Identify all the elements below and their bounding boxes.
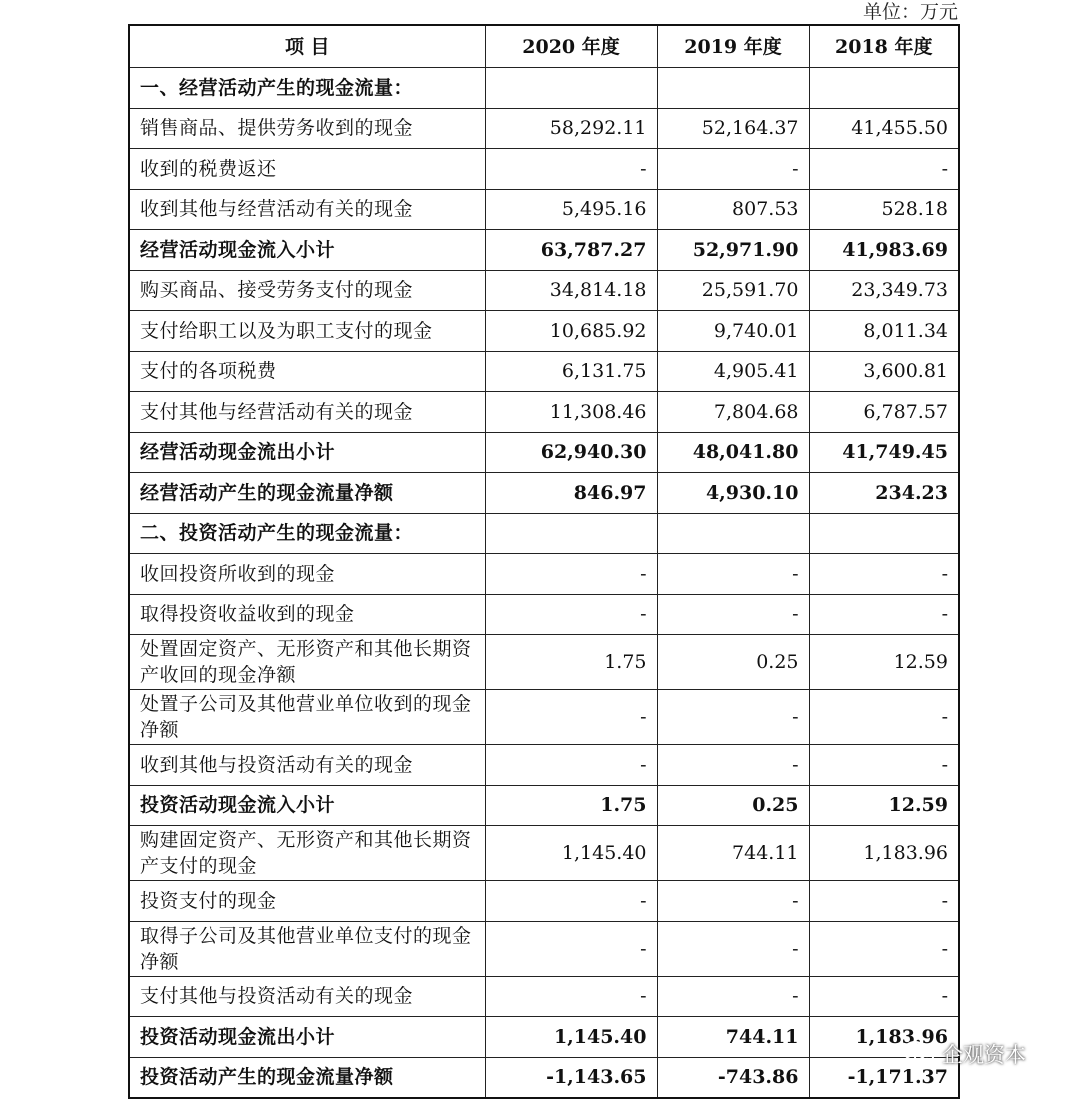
table-row [129, 1057, 959, 1098]
row-label: 经营活动产生的现金流量净额 [129, 473, 485, 514]
value-2020: - [485, 554, 657, 595]
value-2018: - [809, 881, 959, 922]
value-2019: 9,740.01 [657, 311, 809, 352]
table-row [129, 826, 959, 881]
table-row [129, 189, 959, 230]
value-2020: 58,292.11 [485, 108, 657, 149]
row-label: 处置子公司及其他营业单位收到的现金净额 [129, 690, 485, 745]
row-label: 收回投资所收到的现金 [129, 554, 485, 595]
table-body [129, 68, 959, 1099]
value-2019: 4,905.41 [657, 351, 809, 392]
table-row [129, 594, 959, 635]
section-row [129, 513, 959, 554]
row-label: 购建固定资产、无形资产和其他长期资产支付的现金 [129, 826, 485, 881]
value-2019: -743.86 [657, 1057, 809, 1098]
value-2020: 5,495.16 [485, 189, 657, 230]
value-2020 [485, 68, 657, 109]
cash-flow-table-container [128, 24, 960, 1099]
value-2019: - [657, 149, 809, 190]
value-2018: - [809, 690, 959, 745]
value-2020: 1,145.40 [485, 826, 657, 881]
table-row [129, 881, 959, 922]
value-2019: 4,930.10 [657, 473, 809, 514]
header-2019: 2019 年度 [657, 25, 809, 68]
value-2018: 1,183.96 [809, 826, 959, 881]
table-row [129, 785, 959, 826]
table-row [129, 554, 959, 595]
row-label: 支付其他与投资活动有关的现金 [129, 976, 485, 1017]
value-2018: 12.59 [809, 635, 959, 690]
row-label: 一、经营活动产生的现金流量： [129, 68, 485, 109]
value-2019: - [657, 976, 809, 1017]
row-label: 投资活动产生的现金流量净额 [129, 1057, 485, 1098]
table-row [129, 149, 959, 190]
row-label: 支付给职工以及为职工支付的现金 [129, 311, 485, 352]
row-label: 投资支付的现金 [129, 881, 485, 922]
table-row [129, 1017, 959, 1058]
value-2020: - [485, 690, 657, 745]
table-row [129, 392, 959, 433]
value-2019: 0.25 [657, 785, 809, 826]
value-2019: - [657, 745, 809, 786]
value-2020: 10,685.92 [485, 311, 657, 352]
value-2018: 528.18 [809, 189, 959, 230]
table-row [129, 311, 959, 352]
value-2018: 1,183.96 [809, 1017, 959, 1058]
value-2019: - [657, 690, 809, 745]
value-2020: 62,940.30 [485, 432, 657, 473]
row-label: 投资活动现金流入小计 [129, 785, 485, 826]
row-label: 支付其他与经营活动有关的现金 [129, 392, 485, 433]
wechat-icon [902, 1040, 936, 1068]
table-row [129, 270, 959, 311]
value-2018: - [809, 745, 959, 786]
value-2019: - [657, 594, 809, 635]
unit-label: 单位：万元 [862, 1, 958, 23]
value-2019: 52,164.37 [657, 108, 809, 149]
value-2020: - [485, 149, 657, 190]
value-2018 [809, 68, 959, 109]
value-2018: - [809, 554, 959, 595]
row-label: 经营活动现金流入小计 [129, 230, 485, 271]
value-2020: 63,787.27 [485, 230, 657, 271]
value-2020: - [485, 594, 657, 635]
value-2018: -1,171.37 [809, 1057, 959, 1098]
table-row [129, 230, 959, 271]
value-2018: 8,011.34 [809, 311, 959, 352]
table-row [129, 432, 959, 473]
value-2020: 6,131.75 [485, 351, 657, 392]
value-2020: 1.75 [485, 785, 657, 826]
row-label: 取得投资收益收到的现金 [129, 594, 485, 635]
value-2018: 234.23 [809, 473, 959, 514]
value-2020: - [485, 976, 657, 1017]
value-2020: 1,145.40 [485, 1017, 657, 1058]
value-2019: 744.11 [657, 826, 809, 881]
value-2020 [485, 513, 657, 554]
value-2020: - [485, 921, 657, 976]
value-2018: 41,455.50 [809, 108, 959, 149]
row-label: 二、投资活动产生的现金流量： [129, 513, 485, 554]
row-label: 购买商品、接受劳务支付的现金 [129, 270, 485, 311]
cash-flow-table [128, 24, 960, 1099]
value-2019: - [657, 881, 809, 922]
value-2018: - [809, 976, 959, 1017]
value-2020: 1.75 [485, 635, 657, 690]
value-2020: - [485, 881, 657, 922]
watermark [902, 1036, 1026, 1072]
value-2019 [657, 513, 809, 554]
value-2019: 0.25 [657, 635, 809, 690]
value-2020: 846.97 [485, 473, 657, 514]
value-2019: 7,804.68 [657, 392, 809, 433]
value-2018: 41,983.69 [809, 230, 959, 271]
header-2018: 2018 年度 [809, 25, 959, 68]
value-2018: 3,600.81 [809, 351, 959, 392]
value-2018: 12.59 [809, 785, 959, 826]
value-2020: - [485, 745, 657, 786]
value-2018: - [809, 594, 959, 635]
value-2019: - [657, 554, 809, 595]
value-2020: -1,143.65 [485, 1057, 657, 1098]
value-2020: 34,814.18 [485, 270, 657, 311]
table-row [129, 473, 959, 514]
value-2019: 807.53 [657, 189, 809, 230]
value-2018 [809, 513, 959, 554]
value-2020: 11,308.46 [485, 392, 657, 433]
value-2019: 48,041.80 [657, 432, 809, 473]
header-item: 项 目 [129, 25, 485, 68]
table-row [129, 921, 959, 976]
value-2019 [657, 68, 809, 109]
value-2018: - [809, 149, 959, 190]
value-2018: 6,787.57 [809, 392, 959, 433]
row-label: 收到的税费返还 [129, 149, 485, 190]
section-row [129, 68, 959, 109]
value-2018: - [809, 921, 959, 976]
header-2020: 2020 年度 [485, 25, 657, 68]
row-label: 销售商品、提供劳务收到的现金 [129, 108, 485, 149]
row-label: 收到其他与投资活动有关的现金 [129, 745, 485, 786]
row-label: 处置固定资产、无形资产和其他长期资产收回的现金净额 [129, 635, 485, 690]
row-label: 经营活动现金流出小计 [129, 432, 485, 473]
value-2018: 41,749.45 [809, 432, 959, 473]
table-row [129, 635, 959, 690]
row-label: 投资活动现金流出小计 [129, 1017, 485, 1058]
table-header-row [129, 25, 959, 68]
row-label: 取得子公司及其他营业单位支付的现金净额 [129, 921, 485, 976]
value-2018: 23,349.73 [809, 270, 959, 311]
table-row [129, 351, 959, 392]
table-row [129, 976, 959, 1017]
value-2019: - [657, 921, 809, 976]
value-2019: 744.11 [657, 1017, 809, 1058]
watermark-text: 企观资本 [942, 1043, 1026, 1067]
row-label: 支付的各项税费 [129, 351, 485, 392]
table-row [129, 690, 959, 745]
table-row [129, 108, 959, 149]
value-2019: 52,971.90 [657, 230, 809, 271]
row-label: 收到其他与经营活动有关的现金 [129, 189, 485, 230]
value-2019: 25,591.70 [657, 270, 809, 311]
table-row [129, 745, 959, 786]
